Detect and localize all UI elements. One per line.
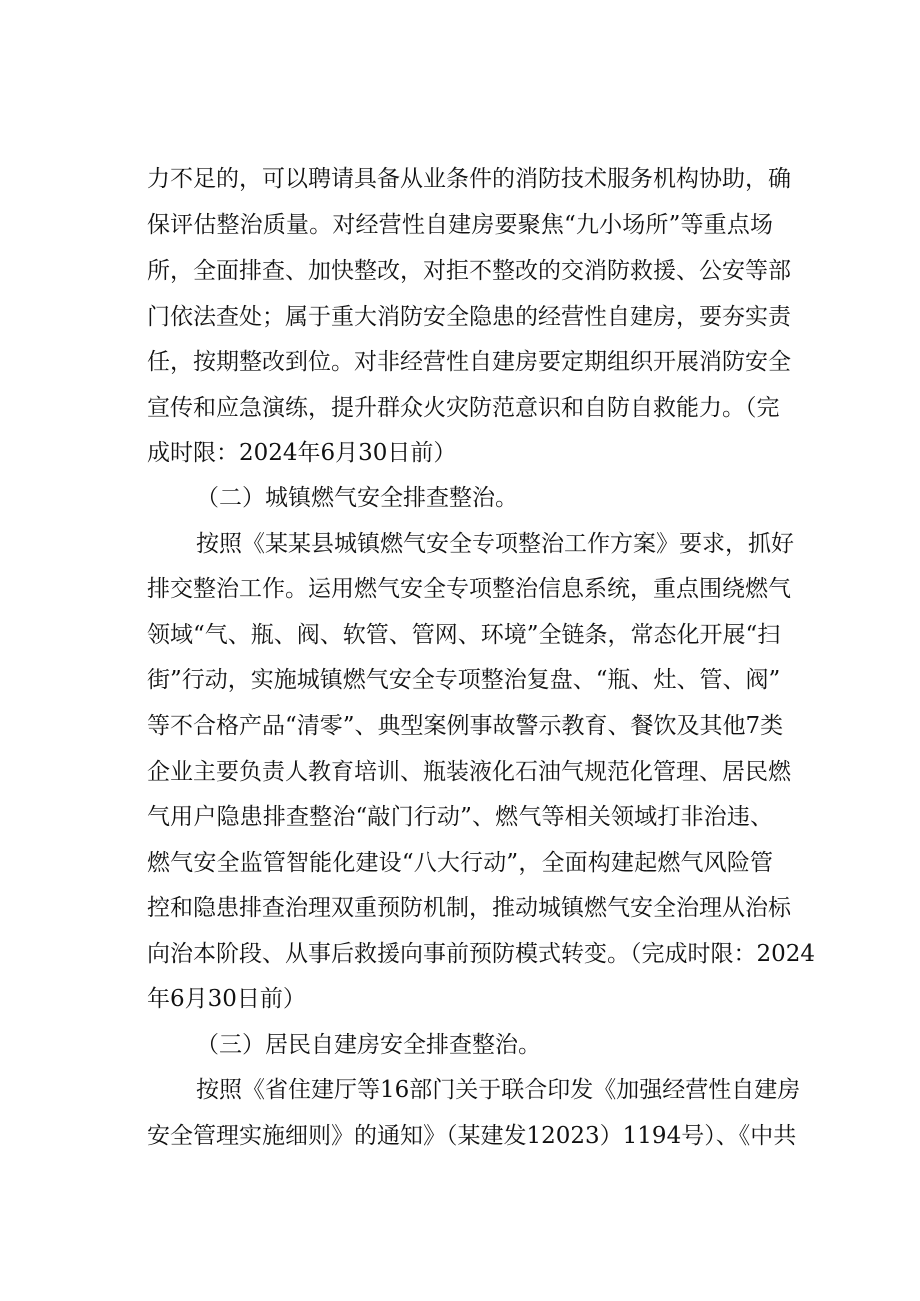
body-text-line: 控和隐患排查治理双重预防机制，推动城镇燃气安全治理从治标	[147, 895, 791, 921]
body-text-line: 燃气安全监管智能化建设“八大行动”，全面构建起燃气风险管	[147, 850, 773, 876]
body-text-line: 宣传和应急演练，提升群众火灾防范意识和自防自救能力。（完	[147, 395, 780, 421]
body-text-line: 所，全面排查、加快整改，对拒不整改的交消防救援、公安等部	[147, 258, 791, 284]
body-text-line: 任，按期整改到位。对非经营性自建房要定期组织开展消防安全	[147, 349, 791, 375]
body-text-line: 保评估整治质量。对经营性自建房要聚焦“九小场所”等重点场	[147, 212, 773, 238]
body-text-line: 年6月30日前）	[147, 986, 306, 1012]
body-text-line: 等不合格产品“清零”、典型案例事故警示教育、餐饮及其他7类	[147, 713, 784, 739]
body-text-line: 力不足的，可以聘请具备从业条件的消防技术服务机构协助，确	[147, 166, 791, 192]
body-text-line: 按照《省住建厅等16部门关于联合印发《加强经营性自建房	[196, 1077, 801, 1103]
body-text-line: 向治本阶段、从事后救援向事前预防模式转变。（完成时限：2024	[147, 941, 816, 967]
body-text-line: 企业主要负责人教育培训、瓶装液化石油气规范化管理、居民燃	[147, 759, 791, 785]
body-text-line: 街”行动，实施城镇燃气安全专项整治复盘、“瓶、灶、管、阀”	[147, 667, 781, 693]
body-text-line: 按照《某某县城镇燃气安全专项整治工作方案》要求，抓好	[196, 531, 794, 557]
body-text-line: 安全管理实施细则》的通知》（某建发12023）1194号）、《中共	[147, 1123, 797, 1149]
body-text-line: 气用户隐患排查整治“敲门行动”、燃气等相关领域打非治违、	[147, 804, 773, 830]
section-heading: （三）居民自建房安全排查整治。	[196, 1032, 541, 1058]
body-text-line: 排交整治工作。运用燃气安全专项整治信息系统，重点围绕燃气	[147, 576, 791, 602]
body-text-line: 领域“气、瓶、阀、软管、管网、环境”全链条，常态化开展“扫	[147, 622, 781, 648]
body-text-line: 成时限：2024年6月30日前）	[147, 440, 457, 466]
body-text-line: 门依法查处；属于重大消防安全隐患的经营性自建房，要夯实责	[147, 304, 791, 330]
section-heading: （二）城镇燃气安全排查整治。	[196, 485, 518, 511]
